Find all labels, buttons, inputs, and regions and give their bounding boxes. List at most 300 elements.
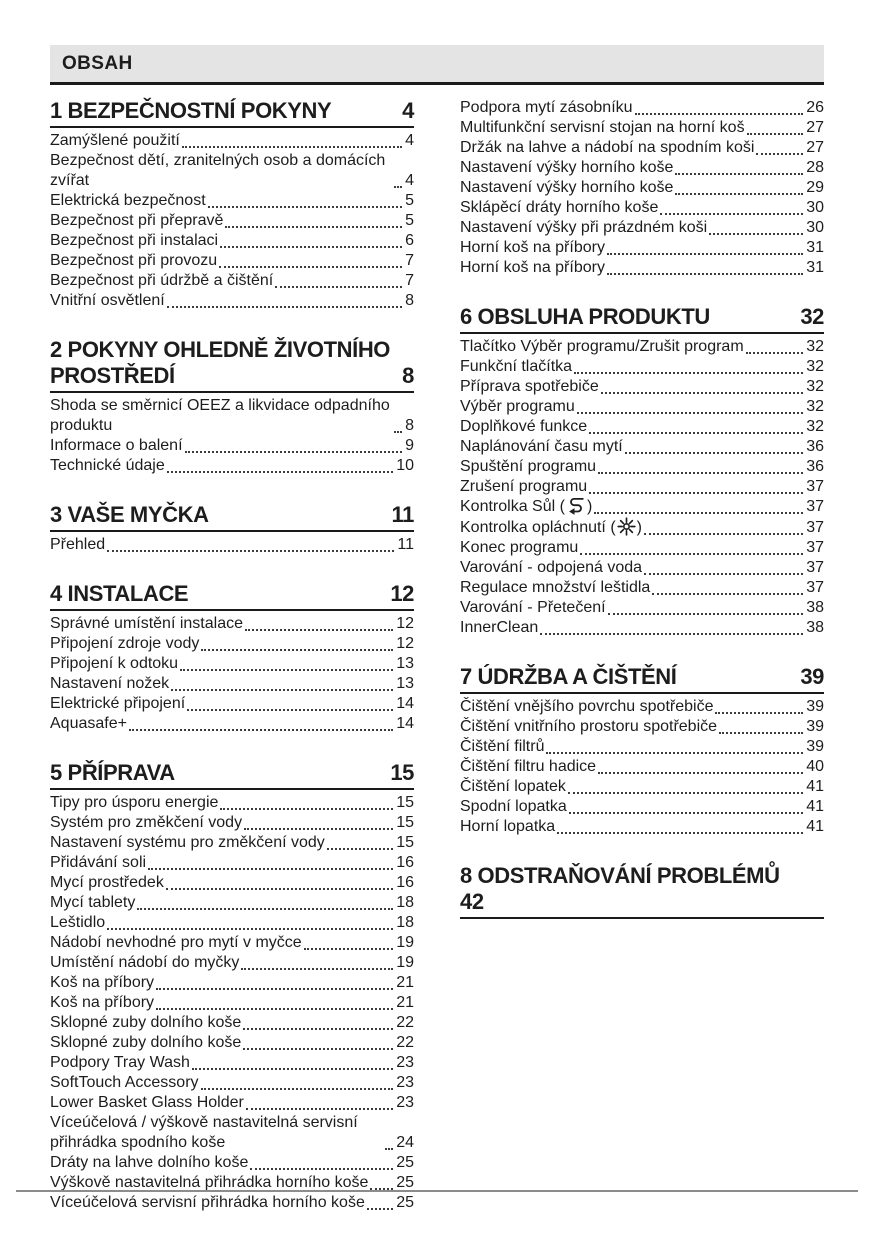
dot-leader: [241, 968, 393, 970]
toc-entry-label: Nastavení výšky při prázdném koši: [460, 219, 708, 236]
toc-entry-label: Aquasafe+: [50, 715, 127, 732]
toc-entry-page-number: 39: [806, 698, 824, 715]
toc-entry: [50, 151, 414, 191]
toc-entry: [50, 1193, 414, 1213]
section-title: 1 BEZPEČNOSTNÍ POKYNY: [50, 98, 332, 123]
toc-column: [460, 98, 824, 1213]
dot-leader: [747, 133, 804, 135]
dot-leader: [675, 173, 803, 175]
toc-entry-label: Tipy pro úsporu energie: [50, 794, 219, 811]
dot-leader: [129, 729, 393, 731]
toc-entry-page-number: 36: [806, 438, 824, 455]
toc-entry-label: Podpory Tray Wash: [50, 1054, 190, 1071]
toc-entry-label: Čištění vnitřního prostoru spotřebiče: [460, 718, 718, 735]
dot-leader: [598, 772, 803, 774]
dot-leader: [243, 1028, 393, 1030]
toc-entry: [460, 538, 824, 558]
toc-entry: [460, 337, 824, 357]
toc-entry-label: Elektrická bezpečnost: [50, 192, 206, 209]
dot-leader: [201, 649, 393, 651]
dot-leader: [601, 392, 803, 394]
dot-leader: [166, 888, 393, 890]
toc-entry: [50, 1033, 414, 1053]
toc-entry-label: Umístění nádobí do myčky: [50, 954, 240, 971]
toc-entry-page-number: 8: [405, 417, 414, 434]
toc-entry: [460, 138, 824, 158]
toc-entry: [50, 1093, 414, 1113]
toc-entry: [50, 456, 414, 476]
dot-leader: [243, 1048, 393, 1050]
dot-leader: [608, 613, 804, 615]
toc-entry-label: Mycí tablety: [50, 894, 136, 911]
toc-entry-page-number: 22: [396, 1034, 414, 1051]
dot-leader: [225, 226, 402, 228]
toc-entry-label: Elektrické připojení: [50, 695, 186, 712]
toc-entry-page-number: 15: [396, 794, 414, 811]
toc-entry-page-number: 31: [806, 239, 824, 256]
toc-entry-label: Shoda se směrnicí OEEZ a likvidace odpadního produktu: [50, 397, 390, 434]
dot-leader: [635, 113, 804, 115]
toc-entry-label: Kontrolka Sůl ( ): [460, 498, 593, 515]
toc-entry-page-number: 22: [396, 1014, 414, 1031]
toc-entry-label: Leštidlo: [50, 914, 106, 931]
toc-entry: [460, 258, 824, 278]
toc-entry: [50, 191, 414, 211]
dot-leader: [394, 431, 402, 433]
table-of-contents: [50, 98, 824, 1213]
toc-entry-page-number: 15: [396, 814, 414, 831]
toc-entry-label: Čištění filtru hadice: [460, 758, 597, 775]
toc-entry-page-number: 28: [806, 159, 824, 176]
dot-leader: [746, 352, 804, 354]
toc-entry-page-number: 19: [396, 954, 414, 971]
toc-entry: [460, 477, 824, 497]
toc-entry-label: Čištění vnějšího povrchu spotřebiče: [460, 698, 714, 715]
toc-entry: [50, 211, 414, 231]
toc-entry: [50, 634, 414, 654]
dot-leader: [167, 471, 393, 473]
toc-entry-page-number: 16: [396, 874, 414, 891]
toc-entry: [50, 674, 414, 694]
toc-entry: [460, 178, 824, 198]
toc-entry-page-number: 37: [806, 478, 824, 495]
toc-entry-label: Systém pro změkčení vody: [50, 814, 243, 831]
toc-entry-page-number: 14: [396, 695, 414, 712]
dot-leader: [107, 550, 394, 552]
section-page-number: 8: [402, 363, 414, 388]
toc-entry: [50, 853, 414, 873]
toc-entry-page-number: 10: [396, 457, 414, 474]
toc-entry-label: Čištění filtrů: [460, 738, 545, 755]
section-heading: [460, 664, 824, 690]
dot-leader: [557, 832, 803, 834]
toc-section-5: [50, 760, 414, 1213]
footer-rule: [16, 1190, 858, 1192]
toc-entry-page-number: 29: [806, 179, 824, 196]
toc-entry-page-number: 5: [405, 192, 414, 209]
toc-entry-label: Přidávání soli: [50, 854, 147, 871]
section-page-number: 39: [800, 664, 824, 689]
dot-leader: [220, 808, 393, 810]
dot-leader: [180, 669, 393, 671]
toc-entry-page-number: 32: [806, 378, 824, 395]
toc-entry-label: Koš na příbory: [50, 974, 155, 991]
dot-leader: [304, 948, 394, 950]
toc-entry: [50, 953, 414, 973]
toc-entry-page-number: 9: [405, 437, 414, 454]
toc-entry-page-number: 13: [396, 655, 414, 672]
toc-section-8: [460, 863, 824, 919]
toc-entry-label: Sklápěcí dráty horního koše: [460, 199, 659, 216]
dot-leader: [156, 988, 393, 990]
dot-leader: [156, 1008, 393, 1010]
toc-entry-page-number: 41: [806, 818, 824, 835]
section-rule: [460, 332, 824, 334]
page-title: OBSAH: [62, 52, 133, 74]
section-rule: [50, 391, 414, 393]
dot-leader: [246, 1108, 393, 1110]
toc-entry: [460, 397, 824, 417]
toc-entry-page-number: 41: [806, 798, 824, 815]
toc-entry: [460, 697, 824, 717]
toc-entry-page-number: 32: [806, 358, 824, 375]
toc-entry-label: Nastavení výšky horního koše: [460, 179, 674, 196]
toc-entry-page-number: 24: [396, 1134, 414, 1151]
section-page-number: 11: [391, 502, 414, 527]
toc-entry-label: Horní koš na příbory: [460, 259, 605, 276]
dot-leader: [607, 273, 803, 275]
toc-entry-label: Vnitřní osvětlení: [50, 292, 165, 309]
toc-entry-page-number: 40: [806, 758, 824, 775]
toc-entry-label: Horní koš na příbory: [460, 239, 605, 256]
toc-entry: [50, 973, 414, 993]
toc-entry-page-number: 12: [396, 615, 414, 632]
toc-entry-label: Horní lopatka: [460, 818, 556, 835]
toc-entry-label: Víceúčelová servisní přihrádka horního koše: [50, 1194, 365, 1211]
dot-leader: [675, 193, 803, 195]
dot-leader: [540, 633, 803, 635]
toc-entry: [50, 614, 414, 634]
toc-entry-label: Nastavení systému pro změkčení vody: [50, 834, 325, 851]
section-rule: [50, 530, 414, 532]
toc-entry-label: Funkční tlačítka: [460, 358, 573, 375]
toc-entry-label: Připojení k odtoku: [50, 655, 179, 672]
toc-entry-page-number: 19: [396, 934, 414, 951]
toc-entry: [460, 158, 824, 178]
toc-entry-label: Správné umístění instalace: [50, 615, 243, 632]
dot-leader: [137, 908, 393, 910]
dot-leader: [275, 286, 402, 288]
toc-entry-label: Nastavení výšky horního koše: [460, 159, 674, 176]
toc-entry-label: Varování - odpojená voda: [460, 559, 643, 576]
section-title: 3 VAŠE MYČKA: [50, 502, 209, 527]
dot-leader: [185, 451, 403, 453]
dot-leader: [367, 1208, 393, 1210]
toc-entry-page-number: 23: [396, 1074, 414, 1091]
toc-entry-page-number: 25: [396, 1174, 414, 1191]
toc-entry: [460, 757, 824, 777]
toc-entry: [50, 813, 414, 833]
toc-entry-label: Bezpečnost při instalaci: [50, 232, 219, 249]
toc-entry-label: Podpora mytí zásobníku: [460, 99, 633, 116]
section-rule: [50, 788, 414, 790]
toc-entry-label: Bezpečnost při přepravě: [50, 212, 224, 229]
toc-entry-page-number: 12: [396, 635, 414, 652]
dot-leader: [756, 153, 803, 155]
dot-leader: [574, 372, 803, 374]
section-heading: [460, 863, 824, 915]
toc-entry: [50, 1013, 414, 1033]
toc-section-1: [50, 98, 414, 311]
toc-section-2: [50, 337, 414, 476]
toc-entry: [50, 231, 414, 251]
section-title: 4 INSTALACE: [50, 581, 189, 606]
toc-entry-page-number: 38: [806, 599, 824, 616]
toc-entry-page-number: 31: [806, 259, 824, 276]
dot-leader: [220, 246, 402, 248]
toc-entry: [460, 218, 824, 238]
dot-leader: [250, 1168, 393, 1170]
toc-entry: [50, 694, 414, 714]
toc-entry-label: InnerClean: [460, 619, 539, 636]
toc-entry-page-number: 37: [806, 559, 824, 576]
toc-entry: [50, 833, 414, 853]
dot-leader: [245, 629, 393, 631]
toc-entry-page-number: 13: [396, 675, 414, 692]
toc-entry-label: Kontrolka opláchnutí ( ): [460, 519, 642, 536]
toc-entry-page-number: 21: [396, 994, 414, 1011]
dot-leader: [187, 709, 393, 711]
toc-entry-label: Bezpečnost při provozu: [50, 252, 218, 269]
toc-entry: [460, 497, 824, 517]
dot-leader: [589, 432, 803, 434]
toc-entry: [460, 558, 824, 578]
toc-entry: [460, 417, 824, 437]
toc-entry: [460, 437, 824, 457]
toc-entry: [50, 535, 414, 555]
toc-entry-label: Naplánování času mytí: [460, 438, 623, 455]
toc-entry-label: Varování - Přetečení: [460, 599, 606, 616]
toc-entry-label: Držák na lahve a nádobí na spodním koši: [460, 139, 755, 156]
toc-entry-label: Konec programu: [460, 539, 579, 556]
toc-entry-page-number: 37: [806, 519, 824, 536]
toc-entry-label: Technické údaje: [50, 457, 165, 474]
section-heading: [50, 760, 414, 786]
toc-entry-label: Dráty na lahve dolního koše: [50, 1154, 249, 1171]
toc-entry-page-number: 7: [405, 272, 414, 289]
dot-leader: [589, 492, 803, 494]
toc-entry: [460, 118, 824, 138]
dot-leader: [201, 1088, 394, 1090]
dot-leader: [192, 1068, 393, 1070]
toc-entry-page-number: 41: [806, 778, 824, 795]
toc-entry: [460, 357, 824, 377]
dot-leader: [652, 593, 803, 595]
section-page-number: 42: [460, 889, 484, 914]
section-title: 6 OBSLUHA PRODUKTU: [460, 304, 710, 329]
toc-entry-label: Doplňkové funkce: [460, 418, 588, 435]
toc-entry: [460, 578, 824, 598]
section-title: 2 POKYNY OHLEDNĚ ŽIVOTNÍHO PROSTŘEDÍ: [50, 337, 391, 388]
section-page-number: 32: [800, 304, 824, 329]
dot-leader: [577, 412, 803, 414]
toc-entry: [460, 817, 824, 837]
toc-section-6: [460, 304, 824, 638]
toc-entry: [460, 377, 824, 397]
toc-entry-page-number: 39: [806, 718, 824, 735]
toc-entry-page-number: 4: [405, 132, 414, 149]
toc-entry-page-number: 21: [396, 974, 414, 991]
toc-entry: [50, 131, 414, 151]
toc-entry-label: Bezpečnost dětí, zranitelných osob a domácích zvířat: [50, 152, 386, 189]
toc-entry-label: Přehled: [50, 536, 106, 553]
toc-entry-label: Multifunkční servisní stojan na horní koš: [460, 119, 745, 136]
toc-entry-label: Nádobí nevhodné pro mytí v myčce: [50, 934, 302, 951]
toc-entry-label: Sklopné zuby dolního koše: [50, 1034, 242, 1051]
dot-leader: [171, 689, 393, 691]
toc-section-4: [50, 581, 414, 734]
section-heading: [50, 337, 414, 389]
toc-entry: [50, 1053, 414, 1073]
section-heading: [460, 304, 824, 330]
dot-leader: [208, 206, 402, 208]
dot-leader: [219, 266, 402, 268]
section-title: 7 ÚDRŽBA A ČIŠTĚNÍ: [460, 664, 677, 689]
section-title: 5 PŘÍPRAVA: [50, 760, 175, 785]
dot-leader: [660, 213, 803, 215]
toc-entry-label: Zamýšlené použití: [50, 132, 180, 149]
toc-entry: [460, 598, 824, 618]
toc-entry-page-number: 23: [396, 1094, 414, 1111]
dot-leader: [580, 553, 803, 555]
toc-entry: [50, 436, 414, 456]
toc-entry: [50, 396, 414, 436]
toc-entry: [50, 873, 414, 893]
toc-section-continuation: [460, 98, 824, 278]
toc-entry-page-number: 37: [806, 498, 824, 515]
toc-entry: [50, 291, 414, 311]
toc-entry-label: Regulace množství leštidla: [460, 579, 651, 596]
toc-entry-label: Spuštění programu: [460, 458, 597, 475]
toc-entry-page-number: 5: [405, 212, 414, 229]
toc-entry-label: Nastavení nožek: [50, 675, 170, 692]
dot-leader: [182, 146, 402, 148]
dot-leader: [644, 533, 803, 535]
toc-entry-label: Informace o balení: [50, 437, 183, 454]
toc-entry-page-number: 39: [806, 738, 824, 755]
toc-entry-page-number: 15: [396, 834, 414, 851]
section-page-number: 4: [402, 98, 414, 123]
section-rule: [50, 126, 414, 128]
dot-leader: [385, 1148, 393, 1150]
toc-entry-page-number: 23: [396, 1054, 414, 1071]
dot-leader: [107, 928, 393, 930]
toc-entry: [460, 98, 824, 118]
dot-leader: [394, 186, 402, 188]
dot-leader: [167, 306, 402, 308]
dot-leader: [148, 868, 393, 870]
toc-entry-page-number: 32: [806, 338, 824, 355]
toc-entry-label: Tlačítko Výběr programu/Zrušit program: [460, 338, 744, 355]
toc-entry-label: Bezpečnost při údržbě a čištění: [50, 272, 274, 289]
toc-entry-page-number: 30: [806, 199, 824, 216]
toc-section-3: [50, 502, 414, 555]
dot-leader: [546, 752, 803, 754]
toc-entry-page-number: 16: [396, 854, 414, 871]
section-heading: [50, 98, 414, 124]
section-heading: [50, 502, 414, 528]
toc-entry: [460, 737, 824, 757]
toc-entry: [50, 271, 414, 291]
toc-entry-page-number: 27: [806, 119, 824, 136]
toc-entry-label: Lower Basket Glass Holder: [50, 1094, 244, 1111]
toc-entry: [50, 993, 414, 1013]
section-title: 8 ODSTRAŇOVÁNÍ PROBLÉMŮ: [460, 863, 780, 888]
toc-entry-label: Sklopné zuby dolního koše: [50, 1014, 242, 1031]
toc-entry: [460, 238, 824, 258]
dot-leader: [709, 233, 803, 235]
toc-entry: [50, 1073, 414, 1093]
toc-entry-page-number: 25: [396, 1154, 414, 1171]
salt-indicator-icon: [566, 497, 586, 517]
toc-entry-page-number: 8: [405, 292, 414, 309]
dot-leader: [327, 848, 393, 850]
toc-entry: [460, 457, 824, 477]
toc-entry: [460, 517, 824, 538]
toc-entry-label: Čištění lopatek: [460, 778, 566, 795]
dot-leader: [607, 253, 803, 255]
dot-leader: [244, 828, 393, 830]
toc-entry-page-number: 6: [405, 232, 414, 249]
section-rule: [460, 692, 824, 694]
toc-entry-page-number: 18: [396, 914, 414, 931]
toc-entry-page-number: 27: [806, 139, 824, 156]
toc-entry: [460, 618, 824, 638]
toc-entry-page-number: 4: [405, 172, 414, 189]
toc-entry-label: Příprava spotřebiče: [460, 378, 599, 395]
toc-column: [50, 98, 414, 1213]
section-heading: [50, 581, 414, 607]
toc-entry-label: Zrušení programu: [460, 478, 588, 495]
toc-entry: [50, 893, 414, 913]
toc-entry-label: Mycí prostředek: [50, 874, 164, 891]
toc-entry-page-number: 32: [806, 418, 824, 435]
dot-leader: [598, 472, 803, 474]
dot-leader: [568, 792, 803, 794]
toc-entry: [50, 793, 414, 813]
toc-entry: [50, 1153, 414, 1173]
toc-section-7: [460, 664, 824, 837]
toc-entry-label: Koš na příbory: [50, 994, 155, 1011]
toc-entry-label: SoftTouch Accessory: [50, 1074, 199, 1091]
toc-entry-page-number: 25: [396, 1194, 414, 1211]
toc-entry-page-number: 26: [806, 99, 824, 116]
dot-leader: [719, 732, 803, 734]
toc-entry: [460, 717, 824, 737]
toc-entry-page-number: 30: [806, 219, 824, 236]
toc-entry: [50, 251, 414, 271]
toc-entry: [50, 654, 414, 674]
section-page-number: 12: [390, 581, 414, 606]
toc-entry: [460, 797, 824, 817]
toc-entry: [460, 777, 824, 797]
dot-leader: [625, 452, 803, 454]
toc-entry: [50, 913, 414, 933]
rinse-aid-indicator-icon: [617, 517, 636, 538]
toc-entry-page-number: 36: [806, 458, 824, 475]
toc-entry: [50, 714, 414, 734]
page-header-band: [50, 45, 824, 85]
